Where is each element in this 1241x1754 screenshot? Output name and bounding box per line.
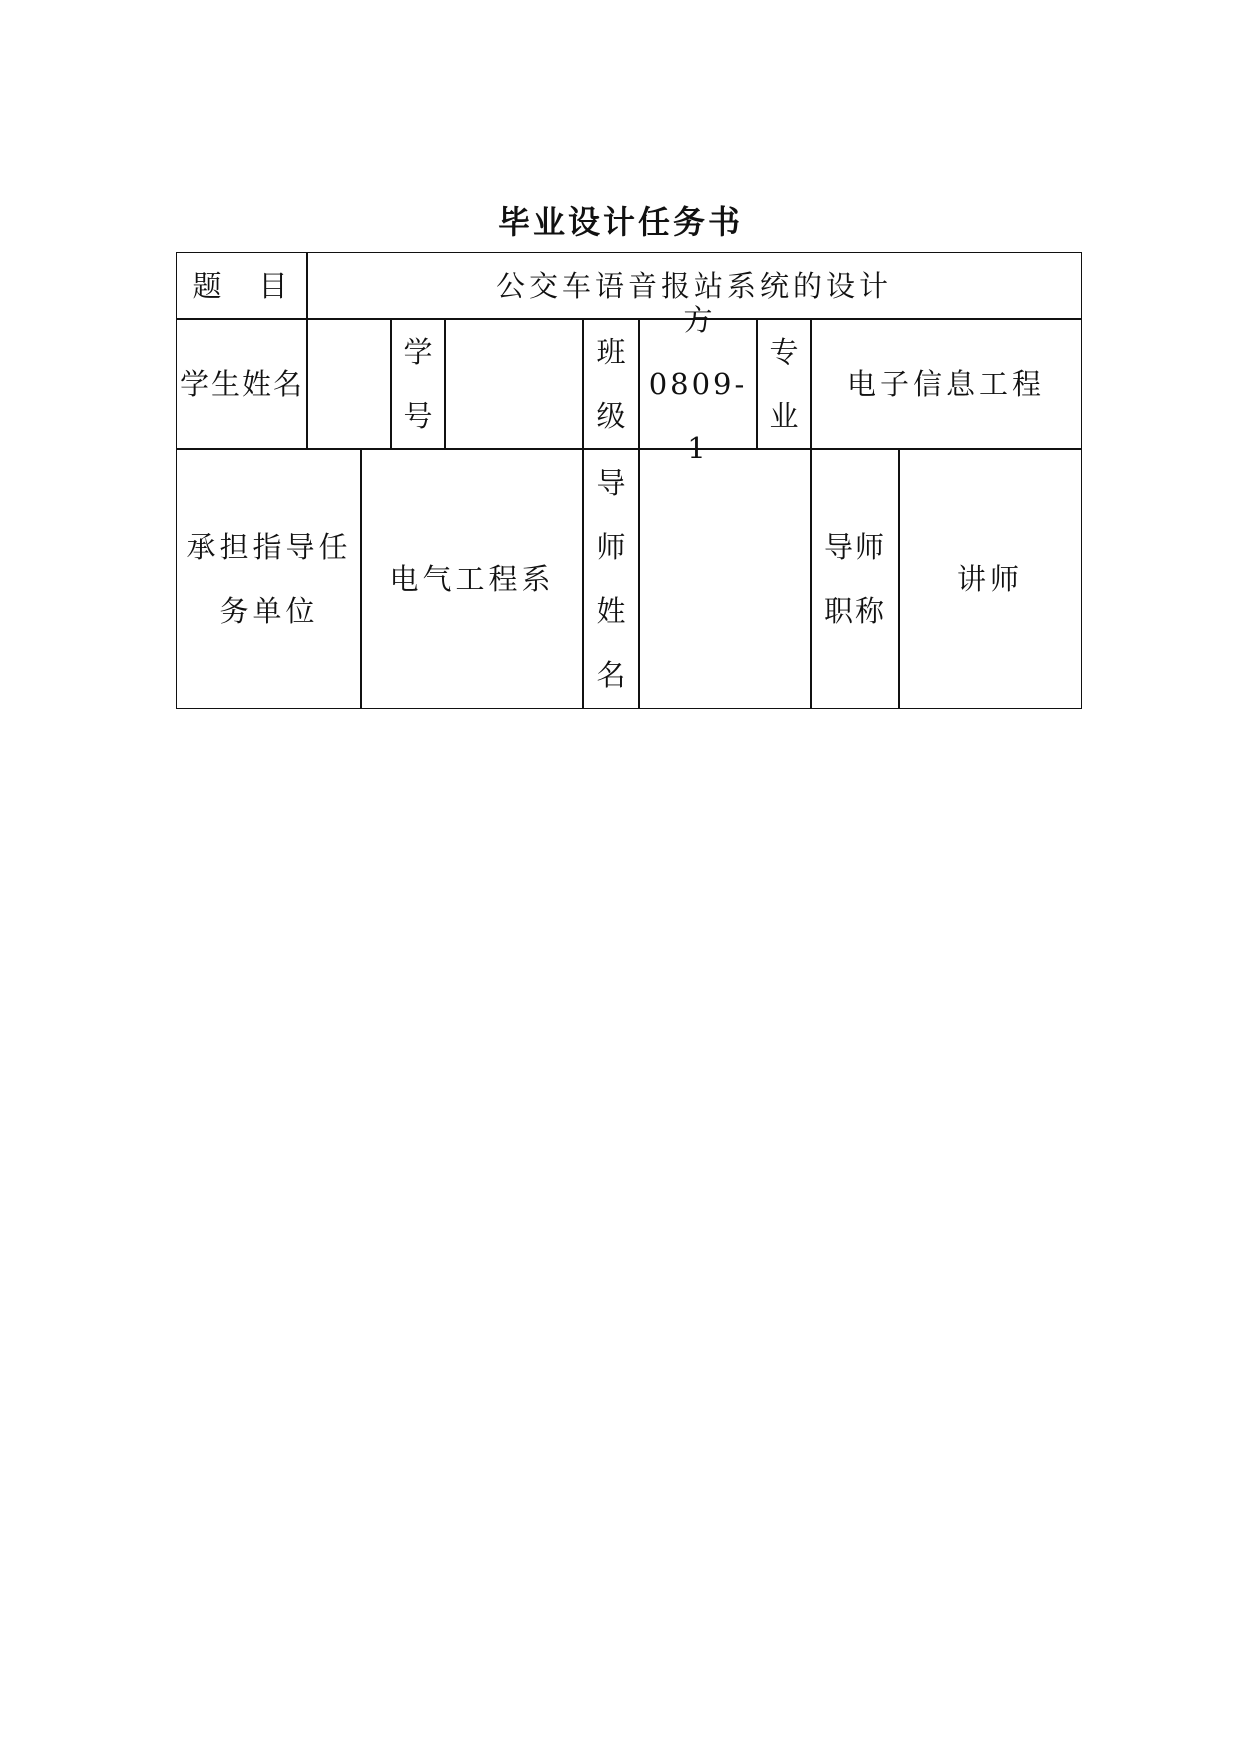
label-topic: 题 目 <box>192 269 292 303</box>
unit-value-cell[interactable] <box>360 448 584 709</box>
label-class-line1: 班 <box>596 335 626 369</box>
label-unit-cell <box>176 448 362 709</box>
label-advisor-title-cell <box>810 448 900 709</box>
student-name-value-cell[interactable] <box>306 318 392 450</box>
label-advisor-name-cell <box>582 448 640 709</box>
class-value-line2: 0809-1 <box>648 367 748 465</box>
label-advisor-line2: 师 <box>596 529 626 564</box>
topic-value: 公交车语音报站系统的设计 <box>495 269 892 303</box>
label-topic-cell <box>176 252 308 320</box>
label-unit-line2: 务单位 <box>219 593 319 628</box>
major-value: 电子信息工程 <box>846 367 1045 401</box>
label-advisor-line4: 名 <box>596 657 626 692</box>
advisor-name-value-cell[interactable] <box>638 448 812 709</box>
class-value-line1: 方 <box>683 303 713 337</box>
label-unit-line1: 承担指导任 <box>186 529 352 564</box>
unit-value: 电气工程系 <box>389 561 555 596</box>
label-advisor-title-line1: 导师 <box>823 529 886 564</box>
document-title: 毕业设计任务书 <box>497 203 743 241</box>
label-major-line2: 业 <box>769 399 799 433</box>
label-advisor-line1: 导 <box>596 465 626 500</box>
label-class-cell <box>582 318 640 450</box>
label-student-name: 学生姓名 <box>179 367 304 401</box>
label-major-line1: 专 <box>769 335 799 369</box>
label-class-line2: 级 <box>596 399 626 433</box>
label-student-id-line1: 学 <box>403 335 433 369</box>
label-student-id-line2: 号 <box>403 399 433 433</box>
advisor-title-value: 讲师 <box>956 561 1023 596</box>
label-advisor-line3: 姓 <box>596 593 626 628</box>
label-major-cell <box>756 318 812 450</box>
major-value-cell[interactable] <box>810 318 1082 450</box>
class-value-cell[interactable] <box>638 303 758 465</box>
advisor-title-value-cell[interactable] <box>898 448 1082 709</box>
label-student-id-cell <box>390 318 446 450</box>
label-advisor-title-line2: 职称 <box>823 593 886 628</box>
student-id-value-cell[interactable] <box>444 318 584 450</box>
label-student-name-cell <box>176 318 308 450</box>
